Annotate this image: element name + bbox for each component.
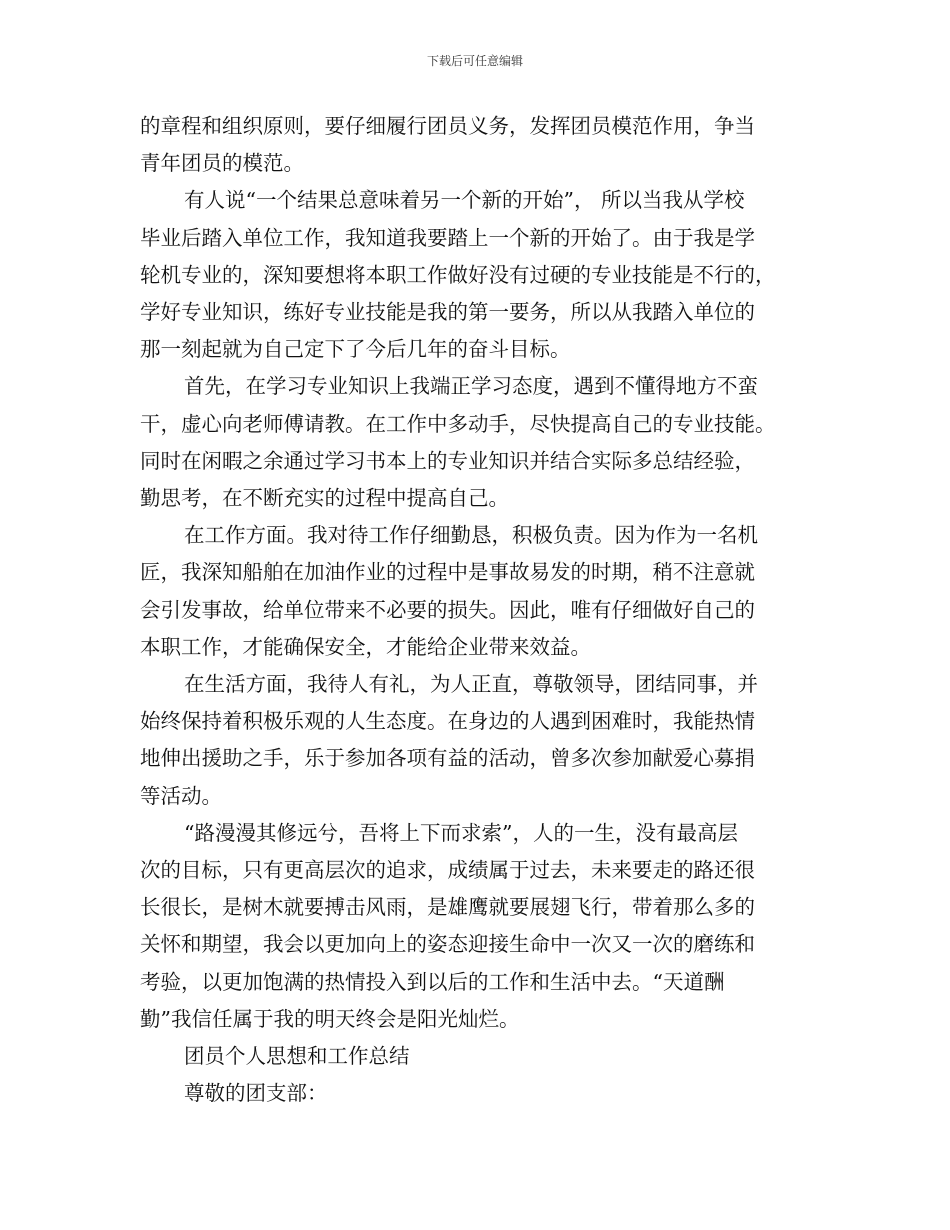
salutation: 尊敬的团支部：: [184, 1081, 328, 1106]
paragraph: [140, 368, 810, 517]
paragraph: [140, 666, 810, 815]
paragraph: [140, 517, 810, 666]
text-line: 地伸出援助之手，乐于参加各项有益的活动，曾多次参加献爱心募捐: [140, 746, 755, 771]
text-line: 等活动。: [140, 783, 222, 808]
text-line: 那一刻起就为自己定下了今后几年的奋斗目标。: [140, 337, 571, 362]
text-line: 首先，在学习专业知识上我端正学习态度，遇到不懂得地方不蛮: [184, 374, 758, 399]
text-line: 长很长，是树木就要搏击风雨，是雄鹰就要展翅飞行，带着那么多的: [140, 895, 755, 920]
paragraph: [140, 182, 810, 368]
text-line: 匠，我深知船舶在加油作业的过程中是事故易发的时期，稍不注意就: [140, 560, 755, 585]
section-title: 团员个人思想和工作总结: [184, 1044, 410, 1069]
text-line: 本职工作，才能确保安全，才能给企业带来效益。: [140, 634, 591, 659]
text-line: 干，虚心向老师傅请教。在工作中多动手，尽快提高自己的专业技能。: [140, 411, 776, 436]
text-line: 在生活方面，我待人有礼，为人正直，尊敬领导，团结同事，并: [184, 672, 758, 697]
text-line: 青年团员的模范。: [140, 151, 304, 176]
text-line: 次的目标，只有更高层次的追求，成绩属于过去，未来要走的路还很: [140, 858, 755, 883]
page-header: 下载后可任意编辑: [426, 54, 523, 68]
text-line: 的章程和组织原则，要仔细履行团员义务，发挥团员模范作用，争当: [140, 114, 755, 138]
text-line: 关怀和期望，我会以更加向上的姿态迎接生命中一次又一次的磨练和: [140, 932, 755, 957]
paragraph: [140, 815, 810, 1038]
text-line: 毕业后踏入单位工作，我知道我要踏上一个新的开始了。由于我是学: [140, 225, 755, 250]
text-line: 在工作方面。我对待工作仔细勤恳，积极负责。因为作为一名机: [184, 523, 758, 548]
text-line: 考验，以更加饱满的热情投入到以后的工作和生活中去。“天道酬: [140, 969, 725, 994]
document-body: [140, 108, 810, 1112]
text-line: 有人说“一个结果总意味着另一个新的开始”， 所以当我从学校: [184, 188, 745, 213]
paragraph: [140, 108, 810, 182]
text-line: 学好专业知识，练好专业技能是我的第一要务，所以从我踏入单位的: [140, 300, 755, 325]
text-line: 轮机专业的，深知要想将本职工作做好没有过硬的专业技能是不行的，: [140, 262, 776, 287]
text-line: 勤”我信任属于我的明天终会是阳光灿烂。: [140, 1006, 520, 1031]
text-line: 会引发事故，给单位带来不必要的损失。因此，唯有仔细做好自己的: [140, 597, 755, 622]
paragraph: [140, 1038, 810, 1075]
text-line: “路漫漫其修远兮，吾将上下而求索”，人的一生，没有最高层: [184, 820, 738, 845]
paragraph: [140, 1075, 810, 1112]
text-line: 勤思考，在不断充实的过程中提高自己。: [140, 486, 509, 511]
text-line: 同时在闲暇之余通过学习书本上的专业知识并结合实际多总结经验，: [140, 448, 755, 473]
text-line: 始终保持着积极乐观的人生态度。在身边的人遇到困难时，我能热情: [140, 709, 755, 734]
